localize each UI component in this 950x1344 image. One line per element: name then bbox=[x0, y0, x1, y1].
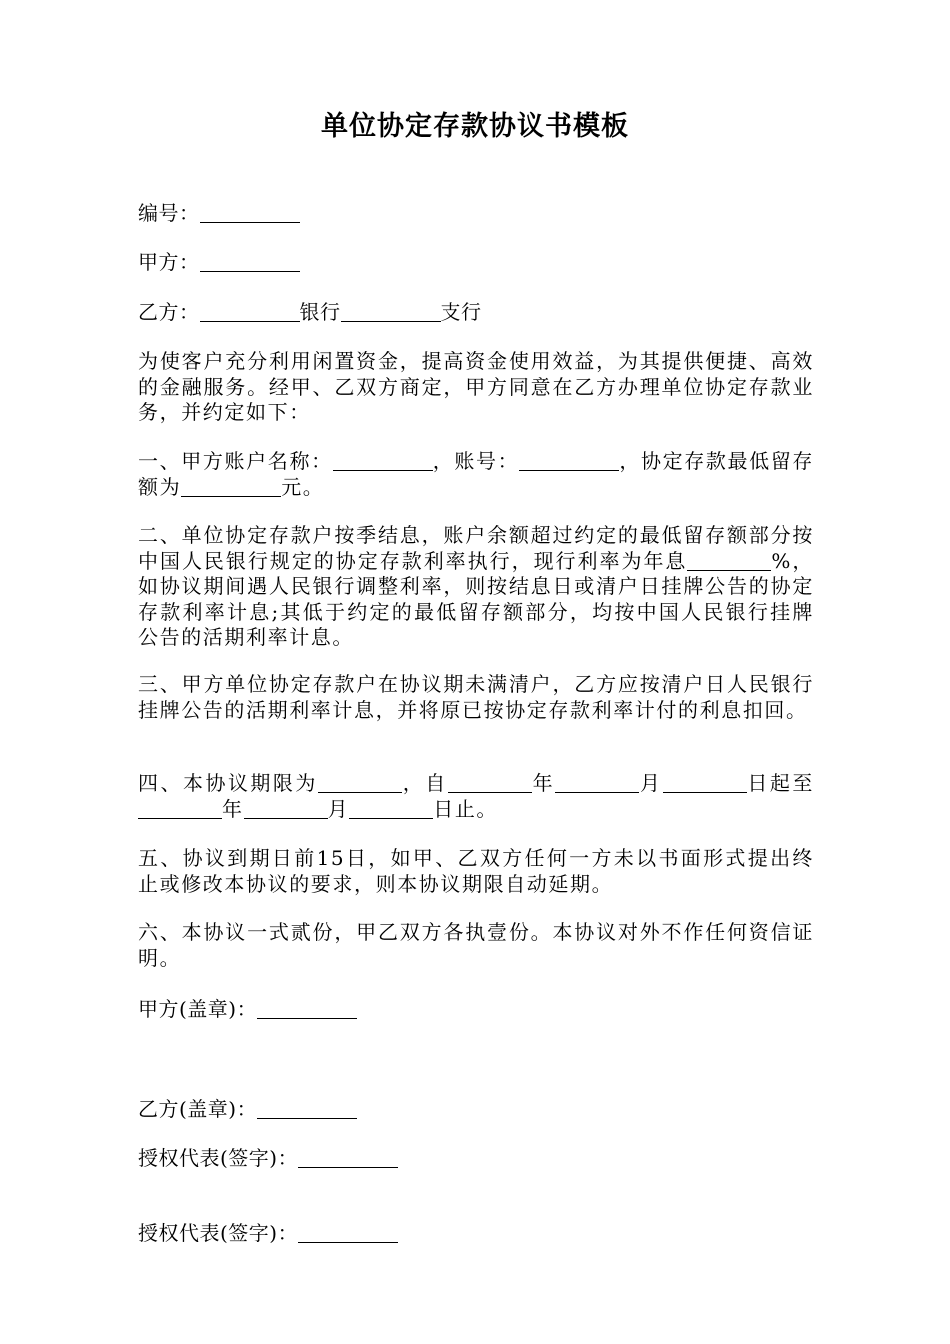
party-b-seal-field bbox=[138, 1096, 818, 1122]
party-a-seal-field bbox=[138, 996, 818, 1022]
document-title: 单位协定存款协议书模板 bbox=[321, 111, 629, 142]
clause-4-end-month-label: 月 bbox=[327, 796, 350, 821]
representative-2-blank[interactable] bbox=[298, 1222, 398, 1243]
clause-4-year-label: 年 bbox=[531, 771, 556, 795]
clause-1-unit: 元。 bbox=[281, 474, 325, 499]
start-day-blank[interactable] bbox=[663, 772, 747, 793]
interest-rate-blank[interactable] bbox=[687, 550, 771, 571]
party-b-blank[interactable] bbox=[200, 301, 300, 322]
representative-2-field bbox=[138, 1220, 818, 1246]
clause-1-account-name-label: 一、甲方账户名称： bbox=[138, 449, 333, 473]
end-year-blank[interactable] bbox=[138, 798, 222, 819]
number-field bbox=[138, 200, 818, 226]
minimum-amount-blank[interactable] bbox=[181, 476, 281, 497]
party-b-label: 乙方： bbox=[138, 300, 200, 324]
end-day-blank[interactable] bbox=[349, 798, 433, 819]
representative-1-field bbox=[138, 1145, 818, 1171]
clause-4 bbox=[138, 771, 814, 822]
start-month-blank[interactable] bbox=[555, 772, 639, 793]
representative-1-blank[interactable] bbox=[298, 1147, 398, 1168]
party-a-field bbox=[138, 249, 818, 275]
clause-3: 三、甲方单位协定存款户在协议期未满清户，乙方应按清户日人民银行挂牌公告的活期利率计息，并将原已按协定存款利率计付的利息扣回。 bbox=[138, 672, 814, 722]
clause-6: 六、本协议一式贰份，甲乙双方各执壹份。本协议对外不作任何资信证明。 bbox=[138, 920, 814, 970]
clause-5: 五、协议到期日前15日，如甲、乙双方任何一方未以书面形式提出终止或修改本协议的要求，则本协议期限自动延期。 bbox=[138, 846, 814, 896]
party-a-blank[interactable] bbox=[200, 251, 300, 272]
bank-label: 银行 bbox=[299, 300, 341, 324]
clause-4-from-label: ，自 bbox=[401, 771, 448, 795]
clause-4-end-year-label: 年 bbox=[222, 796, 244, 821]
intro-paragraph: 为使客户充分利用闲置资金，提高资金使用效益，为其提供便捷、高效的金融服务。经甲、乙双方商定，甲方同意在乙方办理单位协定存款业务，并约定如下： bbox=[138, 349, 814, 424]
party-b-seal-label: 乙方(盖章)： bbox=[138, 1097, 258, 1121]
term-blank[interactable] bbox=[318, 772, 402, 793]
clause-4-term-label: 四、本协议期限为 bbox=[138, 771, 318, 795]
clause-4-until-label: 日起至 bbox=[746, 771, 814, 795]
account-number-blank[interactable] bbox=[519, 450, 619, 471]
party-a-label: 甲方： bbox=[138, 250, 200, 274]
end-month-blank[interactable] bbox=[244, 798, 328, 819]
clause-1-minimum-label: ，协定存款最低留存额为 bbox=[138, 449, 815, 499]
clause-1 bbox=[138, 449, 814, 500]
party-b-seal-blank[interactable] bbox=[257, 1098, 357, 1119]
representative-1-label: 授权代表(签字)： bbox=[138, 1146, 299, 1170]
clause-2 bbox=[138, 523, 814, 651]
clause-4-month-label: 月 bbox=[639, 771, 663, 795]
number-label: 编号： bbox=[138, 201, 200, 225]
branch-blank[interactable] bbox=[341, 301, 441, 322]
clause-2-text-b: %，如协议期间遇人民银行调整利率，则按结息日或清户日挂牌公告的协定存款利率计息;其低于约定的最低留存额部分，均按中国人民银行挂牌公告的活期利率计息。 bbox=[138, 548, 814, 649]
party-a-seal-blank[interactable] bbox=[257, 998, 357, 1019]
party-b-field bbox=[138, 299, 818, 325]
start-year-blank[interactable] bbox=[448, 772, 532, 793]
clause-2-text-a: 二、单位协定存款户按季结息，账户余额超过约定的最低留存额部分按中国人民银行规定的协定存款利率执行，现行利率为年息 bbox=[138, 523, 814, 573]
clause-1-account-number-label: ，账号： bbox=[432, 449, 520, 473]
clause-4-end-label: 日止。 bbox=[433, 796, 499, 821]
branch-label: 支行 bbox=[440, 300, 482, 324]
representative-2-label: 授权代表(签字)： bbox=[138, 1221, 299, 1245]
number-blank[interactable] bbox=[200, 202, 300, 223]
account-name-blank[interactable] bbox=[333, 450, 433, 471]
party-a-seal-label: 甲方(盖章)： bbox=[138, 997, 258, 1021]
